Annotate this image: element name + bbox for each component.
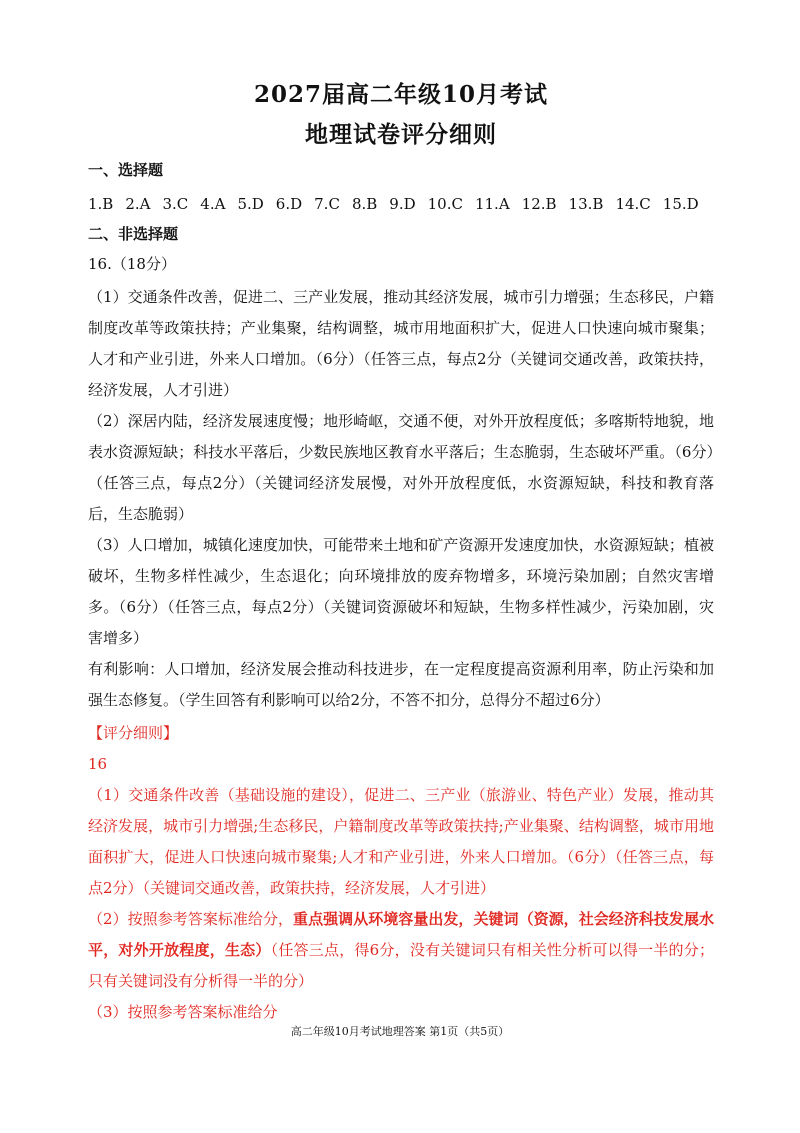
answer-part-2: （2）深居内陆，经济发展速度慢；地形崎岖，交通不便，对外开放程度低；多喀斯特地貌，地表水资源短缺；科技水平落后，少数民族地区教育水平落后；生态脆弱，生态破坏严重。（6分）（任答三点，每点2分）（关键词经济发展慢，对外开放程度低，水资源短缺，科技和教育落后，生态脆弱）	[88, 412, 714, 523]
answer-item: 5.D	[237, 195, 264, 213]
grading-part-2-rules: （任答三点，得6分，没有关键词只有相关性分析可以得一半的分；只有关键词没有分析得一半的分）	[88, 941, 714, 990]
answer-part-3: （3）人口增加，城镇化速度加快，可能带来土地和矿产资源开发速度加快，水资源短缺；植被破坏，生物多样性减少，生态退化；向环境排放的废弃物增多，环境污染加剧；自然灾害增多。（6分）（任答三点，每点2分）（关键词资源破坏和短缺，生物多样性减少，污染加剧，灾害增多）	[88, 536, 714, 647]
grading-part-2	[88, 904, 714, 997]
answer-item: 12.B	[521, 195, 557, 213]
answer-item: 15.D	[662, 195, 699, 213]
document-subtitle: 地理试卷评分细则	[305, 121, 497, 148]
question-number: 16.（18分）	[88, 255, 176, 273]
grading-part-1: （1）交通条件改善（基础设施的建设），促进二、三产业（旅游业、特色产业）发展，推动其经济发展，城市引力增强;生态移民，户籍制度改革等政策扶持;产业集聚、结构调整，城市用地面积扩大，促进人口快速向城市聚集;人才和产业引进，外来人口增加。（6分）（任答三点，每点2分）（关键词交通改善，政策扶持，经济发展，人才引进）	[88, 786, 714, 897]
answer-part-1: （1）交通条件改善，促进二、三产业发展，推动其经济发展，城市引力增强；生态移民，户籍制度改革等政策扶持；产业集聚，结构调整，城市用地面积扩大，促进人口快速向城市聚集；人才和产业引进，外来人口增加。（6分）（任答三点，每点2分（关键词交通改善，政策扶持，经济发展，人才引进）	[88, 288, 714, 399]
answer-item: 4.A	[200, 195, 226, 213]
document-title: 2027届高二年级10月考试	[253, 81, 549, 108]
answer-favorable-impact: 有利影响：人口增加，经济发展会推动科技进步，在一定程度提高资源利用率，防止污染和加强生态修复。（学生回答有利影响可以给2分，不答不扣分，总得分不超过6分）	[88, 660, 714, 709]
answer-item: 2.A	[125, 195, 151, 213]
answer-item: 13.B	[568, 195, 604, 213]
grading-rules-heading: 【评分细则】	[88, 724, 179, 742]
grading-part-2-lead: （2）按照参考答案标准给分，	[88, 910, 294, 928]
grading-part-2-emphasis: 重点强调从环境容量出发，关键词（资源，社会经济科技发展水平，对外开放程度，生态）	[88, 910, 714, 959]
answer-item: 10.C	[427, 195, 463, 213]
grading-part-3: （3）按照参考答案标准给分	[88, 1003, 278, 1021]
answer-item: 9.D	[389, 195, 416, 213]
answer-item: 14.C	[615, 195, 651, 213]
answer-item: 7.C	[314, 195, 340, 213]
multiple-choice-answers	[88, 194, 714, 214]
answer-item: 1.B	[88, 195, 114, 213]
grading-question-number: 16	[88, 755, 108, 773]
answer-item: 8.B	[351, 195, 378, 213]
answer-item: 6.D	[275, 195, 303, 213]
section-heading-multiple-choice: 一、选择题	[88, 161, 164, 179]
section-heading-non-choice: 二、非选择题	[88, 225, 179, 243]
page-footer: 高二年级10月考试地理答案 第1页（共5页）	[290, 1025, 510, 1038]
answer-item: 11.A	[474, 195, 510, 213]
answer-item: 3.C	[162, 195, 189, 213]
